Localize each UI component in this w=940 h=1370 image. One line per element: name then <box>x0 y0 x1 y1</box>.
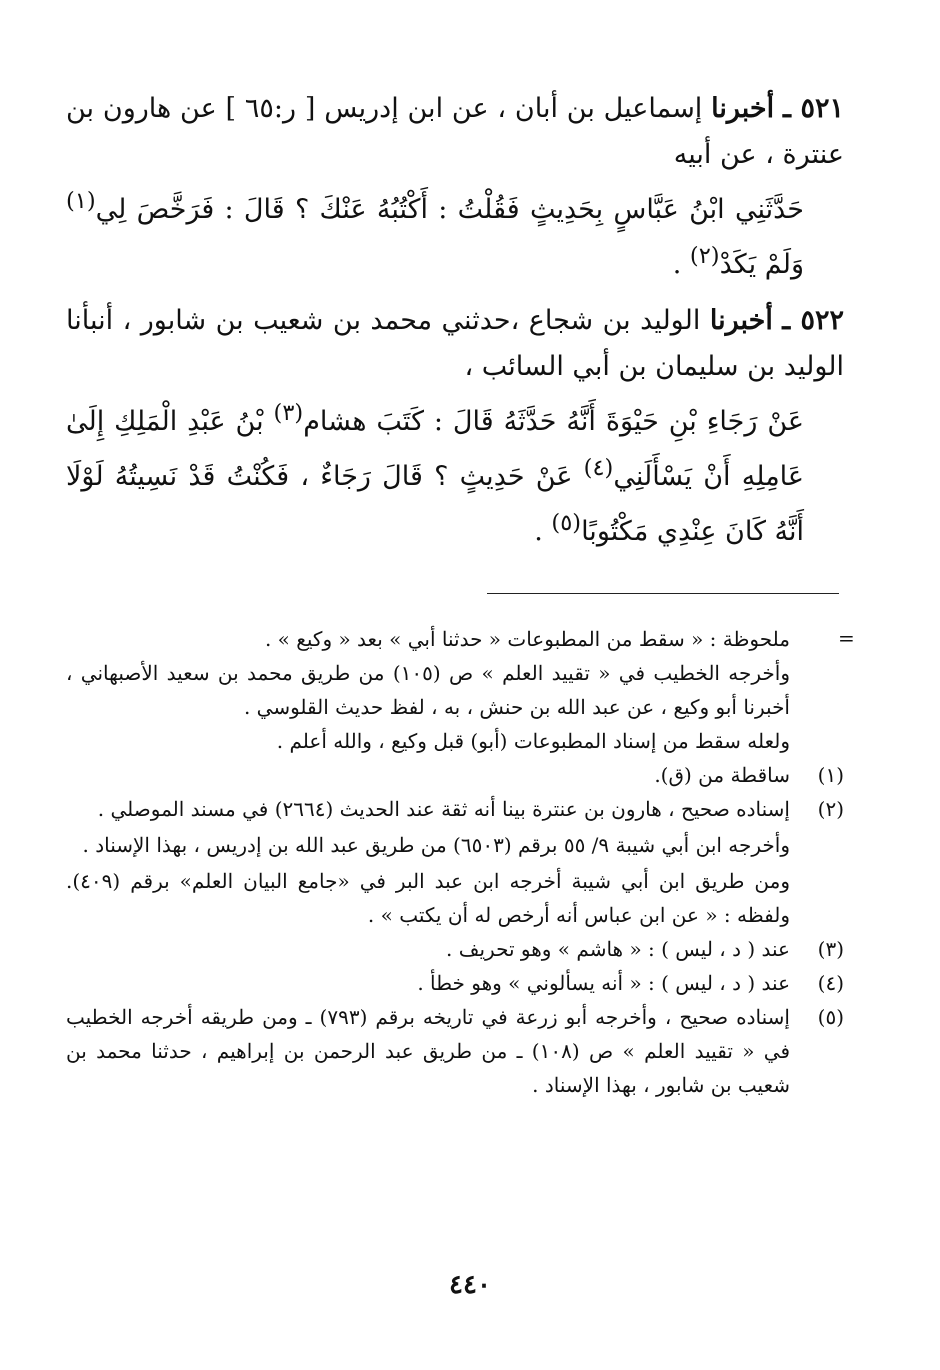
footnote-ref[interactable]: (٥) <box>551 510 582 536</box>
matn-text: وَلَمْ يَكَدْ <box>719 249 804 280</box>
footnote-mark: (١) <box>817 763 844 787</box>
continuation-mark: = <box>838 626 855 650</box>
hadith-521-matn <box>66 178 844 288</box>
isnad-text: الوليد بن شجاع ،حدثني محمد بن شعيب بن شابور ، أنبأنا الوليد بن سليمان بن أبي السائب ، <box>66 305 844 382</box>
footnote-mark: (٢) <box>817 797 844 821</box>
isnad-text: إسماعيل بن أبان ، عن ابن إدريس [ ر:٦٥ ] عن هارون بن عنترة ، عن أبيه <box>66 93 844 170</box>
hadith-number: ٥٢٢ ـ <box>782 305 845 336</box>
matn-text: حَدَّثَنِي ابْنُ عَبَّاسٍ بِحَدِيثٍ فَقُلْتُ : أَكْتُبُهُ عَنْكَ ؟ قَالَ : فَرَخَّصَ لِي <box>95 194 804 225</box>
matn-text: عَنْ حَدِيثٍ ؟ قَالَ رَجَاءٌ ، فَكُنْتُ قَدْ نَسِيتُهُ لَوْلَا أَنَّهُ كَانَ عِنْدِي مَكْتُوبًا <box>66 461 804 547</box>
akhbarana-word: أخبرنا <box>711 93 775 124</box>
footnote-4 <box>66 966 844 1000</box>
footnote-2 <box>66 792 844 932</box>
matn-text: بْنُ عَبْدِ الْمَلِكِ إِلَىٰ عَامِلِهِ أَنْ يَسْأَلَنِي <box>66 406 804 492</box>
footnote-divider <box>487 593 839 594</box>
page-number: ٤٤٠ <box>449 1270 491 1300</box>
footnote-mark: (٣) <box>817 937 844 961</box>
footnote-ref[interactable]: (٢) <box>689 243 720 269</box>
hadith-522-isnad <box>66 298 844 390</box>
footnote-mark: (٤) <box>817 971 844 995</box>
footnote-line: ولعله سقط من إسناد المطبوعات (أبو) قبل وكيع ، والله أعلم . <box>276 729 790 753</box>
matn-end: . <box>672 249 690 280</box>
matn-text: عَنْ رَجَاءِ بْنِ حَيْوَةَ أَنَّهُ حَدَّثَهُ قَالَ : كَتَبَ هشام <box>303 406 805 437</box>
footnote-continuation <box>66 622 844 758</box>
footnote-ref[interactable]: (٤) <box>583 455 614 481</box>
matn-end: . <box>534 516 552 547</box>
hadith-522-matn <box>66 390 844 555</box>
hadith-number: ٥٢١ ـ <box>782 93 844 124</box>
footnote-line: ومن طريق ابن أبي شيبة أخرجه ابن عبد البر في «جامع البيان العلم» برقم (٤٠٩). ولفظه : « عن ابن عباس أنه أرخص له أن يكتب » . <box>66 869 790 927</box>
footnotes <box>66 622 844 1102</box>
footnote-line: عند ( د ، ليس ) : « أنه يسألوني » وهو خطأ . <box>417 971 790 995</box>
footnote-ref[interactable]: (١) <box>66 188 96 214</box>
hadith-521-isnad <box>66 86 844 178</box>
akhbarana-word: أخبرنا <box>709 305 773 336</box>
footnote-line: إسناده صحيح ، وأخرجه أبو زرعة في تاريخه برقم (٧٩٣) ـ ومن طريقه أخرجه الخطيب في « تقييد العلم » ص (١٠٨) ـ من طريق عبد الرحمن بن إبراهيم ، حدثنا محمد بن شعيب بن شابور ، بهذا الإسناد . <box>66 1005 791 1097</box>
footnote-1 <box>66 758 844 792</box>
footnote-line: ساقطة من (ق). <box>654 763 790 787</box>
footnote-5 <box>66 1000 844 1102</box>
main-text <box>66 86 844 555</box>
footnote-ref[interactable]: (٣) <box>273 400 304 426</box>
footnote-line: وأخرجه ابن أبي شيبة ٩/ ٥٥ برقم (٦٥٠٣) من طريق عبد الله بن إدريس ، بهذا الإسناد . <box>82 833 790 857</box>
footnote-line: إسناده صحيح ، هارون بن عنترة بينا أنه ثقة عند الحديث (٢٦٦٤) في مسند الموصلي . <box>97 797 790 821</box>
footnote-3 <box>66 932 844 966</box>
footnote-line: عند ( د ، ليس ) : « هاشم » وهو تحريف . <box>446 937 790 961</box>
footnote-line: وأخرجه الخطيب في « تقييد العلم » ص (١٠٥) من طريق محمد بن سعيد الأصبهاني ، أخبرنا أبو وكيع ، عن عبد الله بن حنش ، به ، لفظ حديث القلوسي . <box>66 661 791 719</box>
footnote-mark: (٥) <box>817 1005 844 1029</box>
footnote-line: ملحوظة : « سقط من المطبوعات « حدثنا أبي » بعد « وكيع » . <box>264 627 790 651</box>
